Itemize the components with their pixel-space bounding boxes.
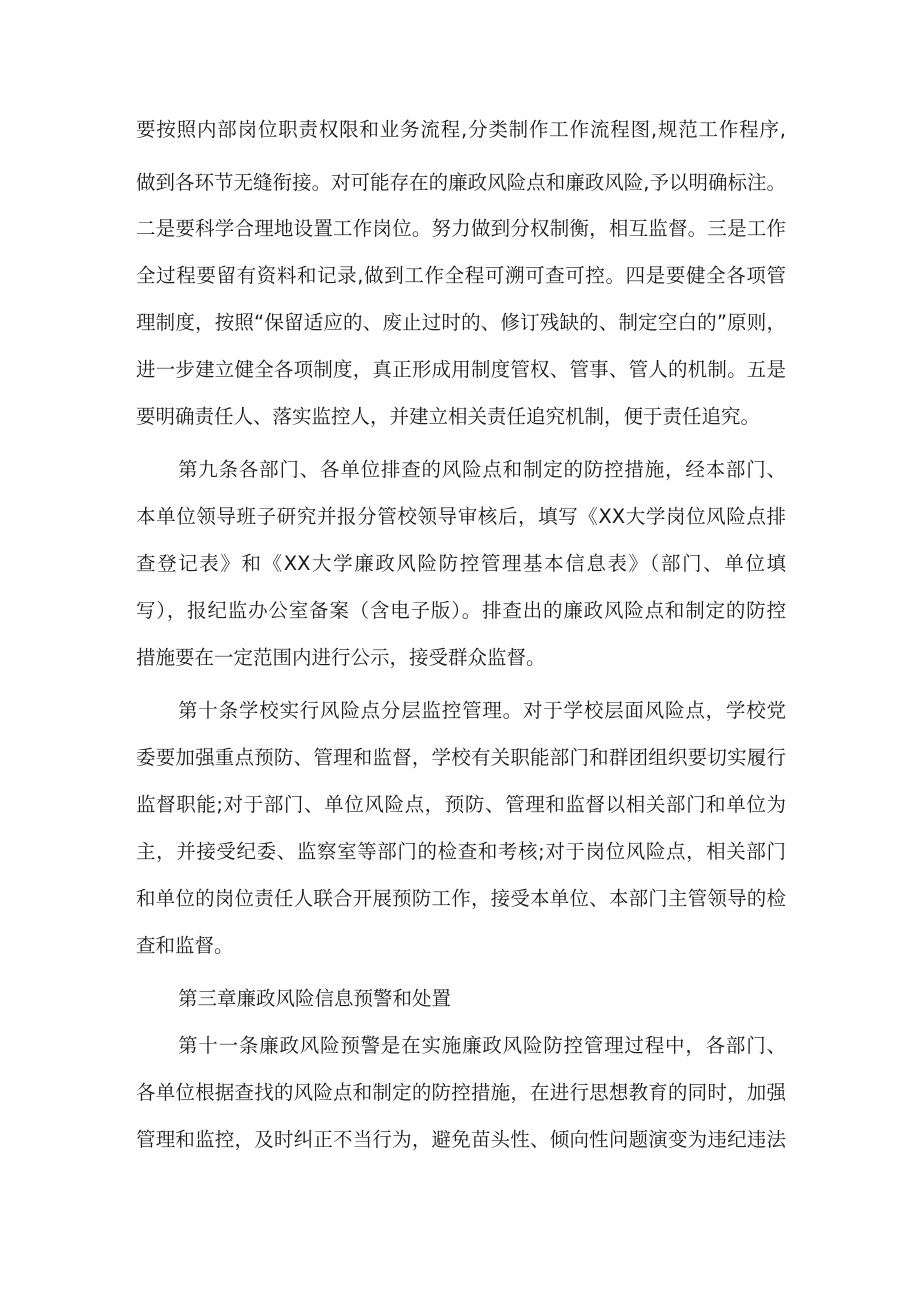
paragraph-line: 理制度，按照“保留适应的、废止过时的、修订残缺的、制定空白的”原则， xyxy=(136,311,786,334)
paragraph-line: 要明确责任人、落实监控人，并建立相关责任追究机制，便于责任追究。 xyxy=(136,405,761,428)
paragraph-line: 进一步建立健全各项制度，真正形成用制度管权、管事、管人的机制。五是 xyxy=(136,358,786,381)
paragraph-line: 监督职能;对于部门、单位风险点，预防、管理和监督以相关部门和单位为 xyxy=(136,793,786,816)
paragraph-line: 二是要科学合理地设置工作岗位。努力做到分权制衡，相互监督。三是工作 xyxy=(136,217,786,240)
paragraph-line: 做到各环节无缝衔接。对可能存在的廉政风险点和廉政风险,予以明确标注。 xyxy=(136,171,786,194)
paragraph-line: 各单位根据查找的风险点和制定的防控措施，在进行思想教育的同时，加强 xyxy=(136,1081,786,1104)
paragraph-line: 委要加强重点预防、管理和监督，学校有关职能部门和群团组织要切实履行 xyxy=(136,746,786,769)
paragraph-line: 全过程要留有资料和记录,做到工作全程可溯可查可控。四是要健全各项管 xyxy=(136,264,786,287)
paragraph-line: 和单位的岗位责任人联合开展预防工作，接受本单位、本部门主管领导的检 xyxy=(136,887,786,910)
paragraph-line: 第九条各部门、各单位排查的风险点和制定的防控措施，经本部门、 xyxy=(178,458,786,481)
paragraph-line: 第十一条廉政风险预警是在实施廉政风险防控管理过程中，各部门、 xyxy=(178,1034,786,1057)
paragraph-line: 要按照内部岗位职责权限和业务流程,分类制作工作流程图,规范工作程序, xyxy=(136,118,786,141)
paragraph-line: 措施要在一定范围内进行公示，接受群众监督。 xyxy=(136,646,546,669)
paragraph-line: 本单位领导班子研究并报分管校领导审核后，填写《XX大学岗位风险点排 xyxy=(136,505,786,528)
paragraph-line: 查和监督。 xyxy=(136,934,234,957)
paragraph-line: 第十条学校实行风险点分层监控管理。对于学校层面风险点，学校党 xyxy=(178,699,786,722)
paragraph-line: 管理和监控，及时纠正不当行为，避免苗头性、倾向性问题演变为违纪违法 xyxy=(136,1128,786,1151)
paragraph-line: 写），报纪监办公室备案（含电子版）。排查出的廉政风险点和制定的防控 xyxy=(136,599,786,622)
chapter-heading: 第三章廉政风险信息预警和处置 xyxy=(178,987,452,1010)
paragraph-line: 查登记表》和《XX大学廉政风险防控管理基本信息表》（部门、单位填 xyxy=(136,552,786,575)
paragraph-line: 主，并接受纪委、监察室等部门的检查和考核;对于岗位风险点，相关部门 xyxy=(136,840,786,863)
